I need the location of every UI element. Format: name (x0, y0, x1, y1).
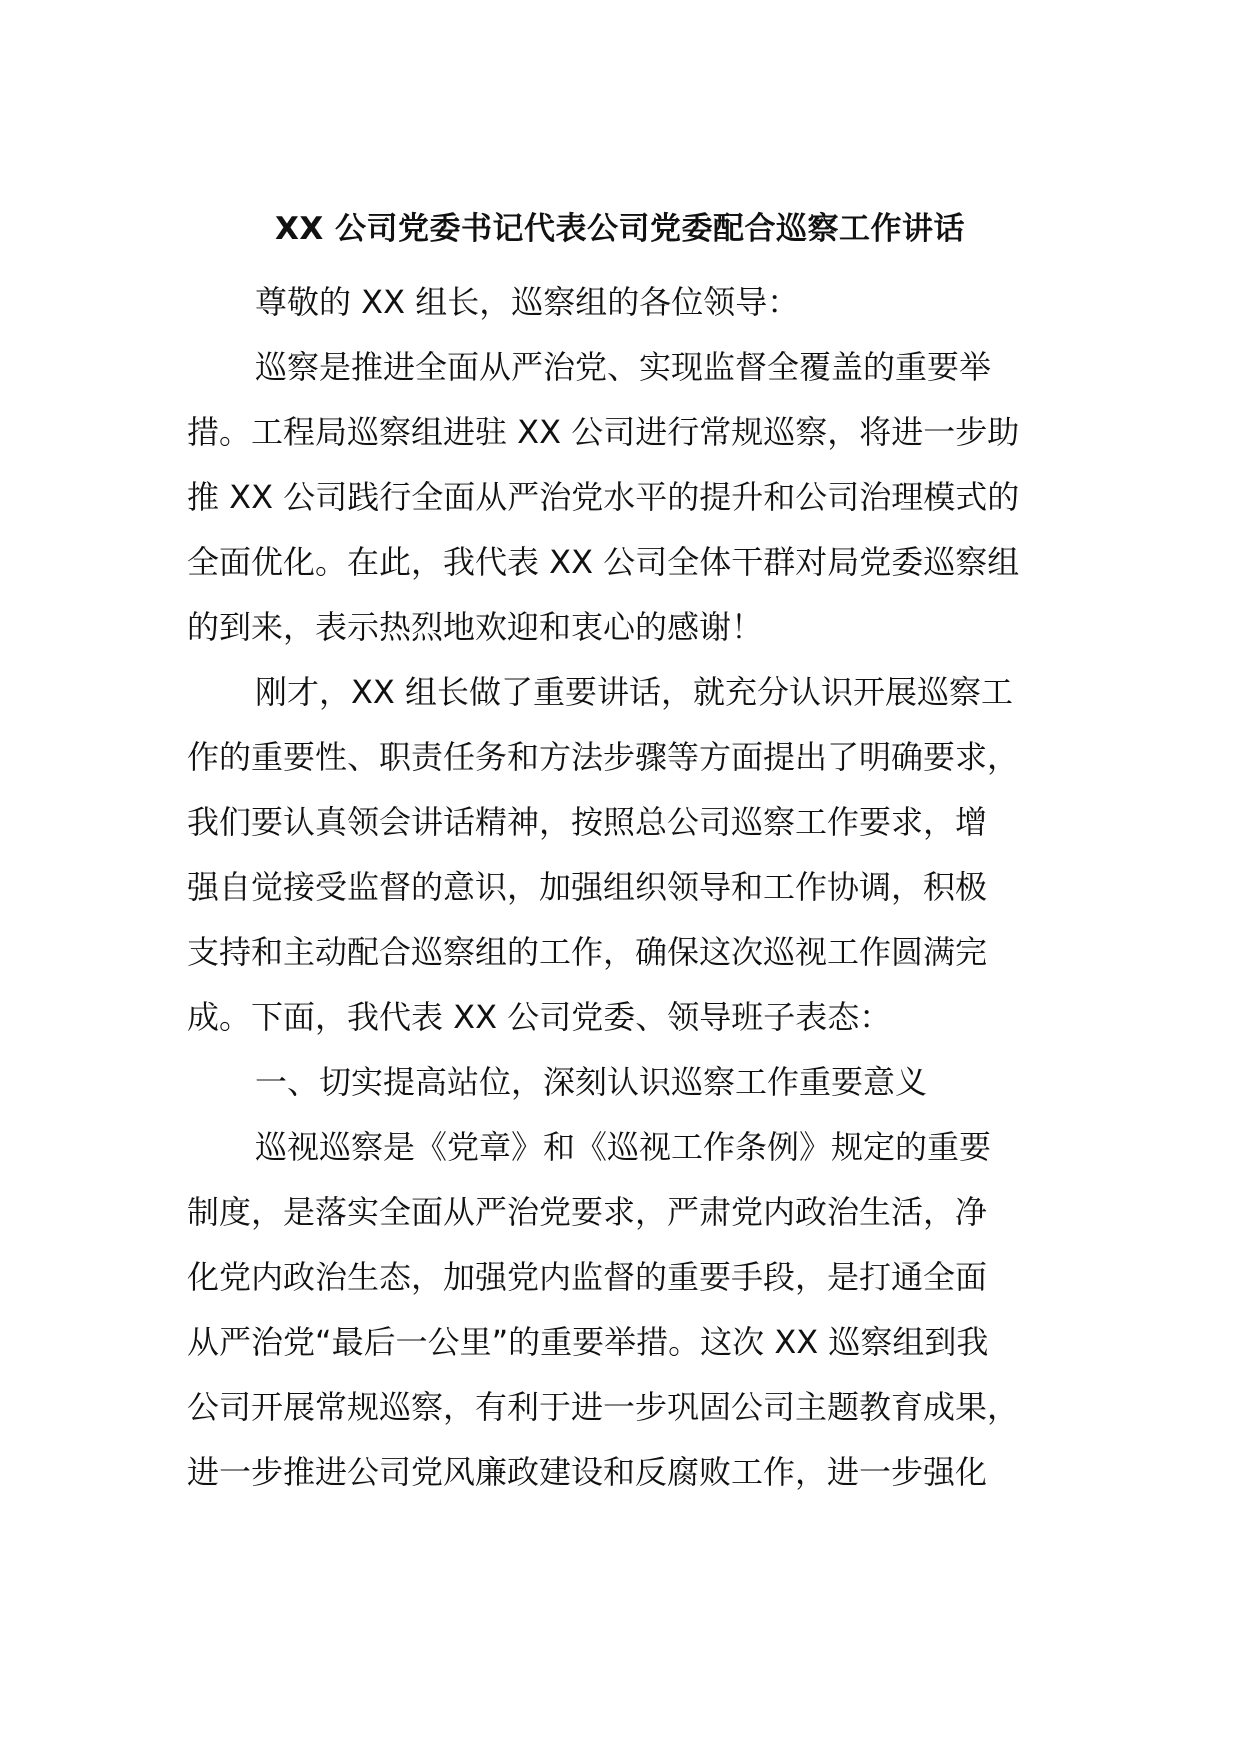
paragraph-line: 进一步推进公司党风廉政建设和反腐败工作，进一步强化 (187, 1453, 988, 1491)
paragraph-line: 从严治党“最后一公里”的重要举措。这次 XX 巡察组到我 (187, 1323, 989, 1361)
paragraph-line: 巡视巡察是《党章》和《巡视工作条例》规定的重要 (255, 1128, 992, 1166)
paragraph-line: 化党内政治生态，加强党内监督的重要手段，是打通全面 (187, 1258, 988, 1296)
paragraph-line: 巡察是推进全面从严治党、实现监督全覆盖的重要举 (255, 348, 992, 386)
paragraph-line: 推 XX 公司践行全面从严治党水平的提升和公司治理模式的 (187, 478, 1020, 516)
paragraph-line: 支持和主动配合巡察组的工作，确保这次巡视工作圆满完 (187, 933, 988, 971)
paragraph-line: 全面优化。在此，我代表 XX 公司全体干群对局党委巡察组 (187, 543, 1020, 581)
paragraph-line: 刚才，XX 组长做了重要讲话，就充分认识开展巡察工 (255, 673, 1014, 711)
paragraph-line: 我们要认真领会讲话精神，按照总公司巡察工作要求，增 (187, 803, 988, 841)
document-body (187, 270, 1047, 1505)
salutation-line: 尊敬的 XX 组长，巡察组的各位领导： (255, 283, 800, 321)
paragraph-line: 公司开展常规巡察，有利于进一步巩固公司主题教育成果， (187, 1388, 1020, 1426)
paragraph-line: 措。工程局巡察组进驻 XX 公司进行常规巡察，将进一步助 (187, 413, 1020, 451)
paragraph-line: 成。下面，我代表 XX 公司党委、领导班子表态： (187, 998, 892, 1036)
paragraph-line: 的到来，表示热烈地欢迎和衷心的感谢！ (187, 608, 764, 646)
paragraph-line: 强自觉接受监督的意识，加强组织领导和工作协调，积极 (187, 868, 988, 906)
paragraph-line: 作的重要性、职责任务和方法步骤等方面提出了明确要求， (187, 738, 1020, 776)
paragraph-line: 制度，是落实全面从严治党要求，严肃党内政治生活，净 (187, 1193, 988, 1231)
section-heading: 一、切实提高站位，深刻认识巡察工作重要意义 (255, 1063, 928, 1101)
document-title: XX 公司党委书记代表公司党委配合巡察工作讲话 (274, 211, 966, 247)
